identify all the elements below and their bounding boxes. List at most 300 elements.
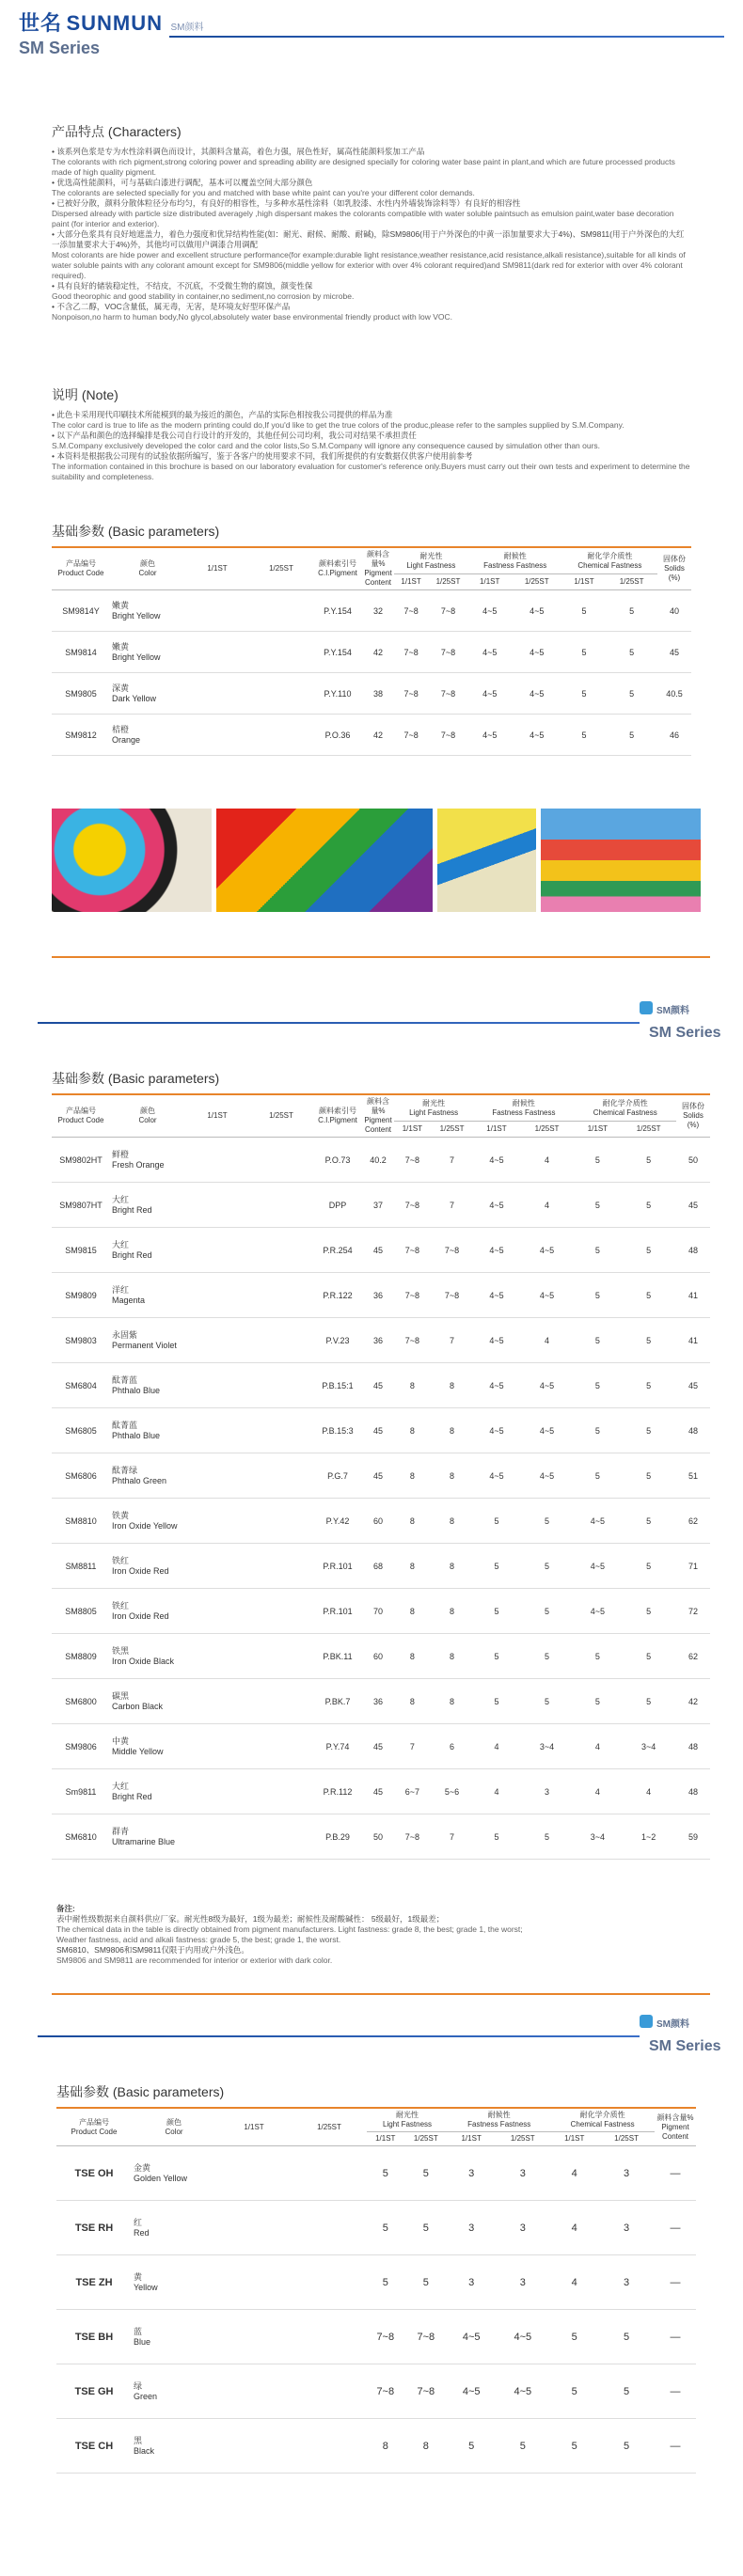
swatch-tint	[292, 2364, 367, 2419]
color-name	[110, 1814, 185, 1860]
color-name-en: Blue	[134, 2336, 151, 2347]
sub-header: 1/1ST	[574, 1122, 621, 1138]
ci-pigment: P.Y.154	[313, 632, 362, 673]
weather-fastness-tint: 4~5	[495, 2310, 550, 2364]
table-row	[52, 1544, 710, 1589]
pigment-content: 45	[362, 1724, 394, 1769]
ci-pigment: P.Y.154	[313, 590, 362, 632]
column-header	[655, 2108, 696, 2146]
column-header	[574, 1094, 676, 1122]
weather-fastness-full: 4~5	[473, 1363, 519, 1408]
swatch-full	[216, 2201, 292, 2255]
chemical-fastness-full: 4	[550, 2201, 598, 2255]
remarks-line-1: 表中耐性级数据来自颜料供应厂家。耐光性8级为最好，1级为最差；耐候性及耐酸碱性： 5级最好，1级最差；	[56, 1914, 445, 1924]
color-name-cn: 绿	[134, 2380, 143, 2391]
light-fastness-full: 8	[394, 1408, 431, 1453]
light-fastness-tint: 7~8	[431, 1273, 474, 1318]
color-name-en: Green	[134, 2391, 158, 2401]
column-header-en: Color	[138, 569, 157, 577]
product-code: TSE ZH	[56, 2255, 132, 2310]
characters-title: 产品特点 (Characters)	[52, 124, 182, 139]
page2-brand-tag: SM颜料	[656, 1006, 689, 1016]
color-name	[110, 1318, 185, 1363]
color-name-en: Yellow	[134, 2282, 158, 2292]
swatch-tint	[249, 715, 313, 756]
parameters-table-2	[52, 1093, 710, 1860]
weather-fastness-tint: 3	[495, 2146, 550, 2201]
color-name	[110, 1273, 185, 1318]
characters-item-en: Good theorophic and good stability in container,no sediment,no corrosion by microbe.	[52, 291, 355, 301]
column-header-cn: 耐光性	[422, 1098, 446, 1107]
column-header-en: Chemical Fastness	[570, 2120, 635, 2128]
color-name	[110, 1589, 185, 1634]
column-header-cn: 颜色	[140, 559, 155, 568]
color-name	[132, 2146, 216, 2201]
weather-fastness-full: 4	[473, 1724, 519, 1769]
column-header-cn: 颜料索引号	[319, 559, 356, 568]
solids: 46	[657, 715, 691, 756]
color-name-en: Carbon Black	[112, 1701, 164, 1711]
note-item-en: The information contained in this brochure is based on our laboratory evaluation for customer's reference only.Buyers must carry out their own tests and experiment to determine the suitability and completeness.	[52, 462, 690, 481]
solids: 48	[676, 1769, 710, 1814]
characters-item-cn: • 已被好分散，颜料分散体粒径分布均匀，有良好的相容性，与多种水基性涂料（如乳胶漆、水性内外墙装饰涂料等）有良好的相容性	[52, 198, 521, 208]
sub-header: 1/1ST	[367, 2132, 404, 2146]
column-header	[52, 1094, 110, 1138]
characters-item-en: The colorants are selected specially for you and matched with base white paint can you're your different color demands.	[52, 188, 475, 197]
table2-title: 基础参数 (Basic parameters)	[52, 1071, 220, 1086]
pigment-content: —	[655, 2419, 696, 2474]
column-header	[394, 547, 468, 574]
chemical-fastness-tint: 3	[598, 2146, 655, 2201]
column-header-en: Pigment Content	[364, 569, 392, 587]
pigment-content: 45	[362, 1363, 394, 1408]
color-name	[132, 2310, 216, 2364]
chemical-fastness-full: 5	[574, 1453, 621, 1499]
characters-item-cn: • 不含乙二醇，VOC含量低，属无毒，无害，是环境友好型环保产品	[52, 302, 291, 311]
weather-fastness-tint: 3	[520, 1769, 575, 1814]
swatch-tint	[249, 1228, 313, 1273]
weather-fastness-tint: 5	[520, 1814, 575, 1860]
column-header	[468, 547, 562, 574]
swatch-full	[185, 1724, 249, 1769]
solids: 48	[676, 1724, 710, 1769]
table3-title: 基础参数 (Basic parameters)	[56, 2084, 225, 2099]
swatch-tint	[292, 2146, 367, 2201]
weather-fastness-full: 5	[473, 1589, 519, 1634]
column-header-cn: 固体份	[663, 555, 686, 563]
weather-fastness-full: 4~5	[468, 632, 512, 673]
column-header-cn: 1/25ST	[317, 2122, 341, 2131]
table-row	[52, 1138, 710, 1183]
swatch-tint	[249, 1544, 313, 1589]
color-name-cn: 大红	[112, 1194, 130, 1204]
swatch-full	[185, 632, 249, 673]
swatch-full	[185, 1814, 249, 1860]
column-header	[676, 1094, 710, 1138]
color-name-cn: 嫩黄	[112, 641, 130, 652]
characters-list	[52, 147, 691, 322]
weather-fastness-full: 4~5	[448, 2364, 495, 2419]
table-row	[52, 1634, 710, 1679]
product-code: SM8805	[52, 1589, 110, 1634]
weather-fastness-tint: 4	[520, 1318, 575, 1363]
sub-header: 1/25ST	[404, 2132, 449, 2146]
chemical-fastness-tint: 5	[621, 1318, 676, 1363]
solids: 48	[676, 1408, 710, 1453]
column-header	[362, 1094, 394, 1138]
swatch-full	[185, 1679, 249, 1724]
sub-header: 1/25ST	[520, 1122, 575, 1138]
pigment-content: 70	[362, 1589, 394, 1634]
color-name	[110, 1724, 185, 1769]
product-code: SM8809	[52, 1634, 110, 1679]
weather-fastness-full: 5	[473, 1814, 519, 1860]
column-header-cn: 产品编号	[79, 2117, 109, 2127]
column-header	[185, 1094, 249, 1138]
swatch-tint	[249, 1499, 313, 1544]
color-name-cn: 酞菁绿	[112, 1465, 138, 1475]
solids: 50	[676, 1138, 710, 1183]
column-header	[448, 2108, 550, 2132]
chemical-fastness-tint: 5	[606, 590, 657, 632]
color-name	[110, 1769, 185, 1814]
swatch-full	[185, 1589, 249, 1634]
column-header-cn: 耐化学介质性	[602, 1098, 648, 1107]
chemical-fastness-tint: 5	[598, 2364, 655, 2419]
light-fastness-tint: 7~8	[428, 632, 468, 673]
weather-fastness-full: 4~5	[473, 1408, 519, 1453]
weather-fastness-tint: 5	[520, 1679, 575, 1724]
chemical-fastness-full: 4	[550, 2146, 598, 2201]
swatch-tint	[292, 2201, 367, 2255]
weather-fastness-full: 5	[473, 1679, 519, 1724]
chemical-fastness-full: 5	[562, 632, 607, 673]
color-name	[110, 590, 185, 632]
column-header	[550, 2108, 655, 2132]
characters-item-cn: • 大部分色浆具有良好地遮盖力，着色力强度和优异结构性能(如：耐光、耐候、耐酸、耐碱)，除SM9806(用于户外深色的中黄一添加量要求大于4%)、SM9811(用于户外深色的大红一添加量要求大于4%)外，其他均可以做用户调漆合用调配	[52, 229, 685, 249]
solids: 40	[657, 590, 691, 632]
table-row	[52, 1769, 710, 1814]
column-header-cn: 产品编号	[66, 1107, 96, 1115]
color-name-cn: 大红	[112, 1781, 130, 1791]
light-fastness-tint: 8	[431, 1634, 474, 1679]
light-fastness-full: 7~8	[394, 1138, 431, 1183]
pigment-content: —	[655, 2146, 696, 2201]
solids: 62	[676, 1634, 710, 1679]
pigment-content: 36	[362, 1273, 394, 1318]
swatch-full	[185, 1273, 249, 1318]
note-item-en: S.M.Company exclusively developed the color card and the color lists,So S.M.Company will ignore any consequence caused by simulation other than ours.	[52, 441, 601, 450]
column-header-en: Solids (%)	[683, 1111, 703, 1129]
chemical-fastness-tint: 5	[621, 1679, 676, 1724]
column-header-cn: 耐候性	[487, 2111, 511, 2119]
characters-item-cn: • 优选高性能颜料，可与基础白漆进行调配，基本可以覆盖空间大部分颜色	[52, 178, 313, 187]
column-header	[110, 1094, 185, 1138]
light-fastness-tint: 5~6	[431, 1769, 474, 1814]
light-fastness-tint: 8	[431, 1544, 474, 1589]
column-header-cn: 耐候性	[512, 1098, 535, 1107]
chemical-fastness-tint: 3~4	[621, 1724, 676, 1769]
column-header-en: Light Fastness	[409, 1107, 459, 1117]
paint-trays-photo	[216, 809, 433, 912]
color-name-en: Bright Red	[112, 1204, 152, 1215]
column-header	[292, 2108, 367, 2146]
color-name-cn: 黄	[134, 2271, 143, 2282]
color-name-cn: 铁红	[112, 1600, 130, 1610]
table-row	[56, 2364, 696, 2419]
column-header-en: Fastness Fastness	[483, 560, 547, 570]
color-name	[132, 2255, 216, 2310]
chemical-fastness-full: 3~4	[574, 1814, 621, 1860]
light-fastness-tint: 7~8	[404, 2310, 449, 2364]
light-fastness-tint: 8	[431, 1679, 474, 1724]
swatch-tint	[249, 1724, 313, 1769]
ci-pigment: P.R.101	[313, 1589, 362, 1634]
column-header-en: C.I.Pigment	[318, 1116, 357, 1124]
paint-roller-photo	[437, 809, 536, 912]
page2-footer-rule	[52, 1993, 710, 1995]
pigment-content: —	[655, 2364, 696, 2419]
color-name-cn: 洋红	[112, 1284, 130, 1295]
ci-pigment: P.BK.7	[313, 1679, 362, 1724]
solids: 45	[676, 1183, 710, 1228]
color-name	[110, 1544, 185, 1589]
column-header-en: Product Code	[71, 2127, 118, 2136]
pigment-content: —	[655, 2255, 696, 2310]
color-name-cn: 金黄	[134, 2162, 151, 2173]
weather-fastness-full: 4~5	[468, 590, 512, 632]
swatch-tint	[249, 1814, 313, 1860]
pigment-content: 32	[362, 590, 394, 632]
product-code: SM9812	[52, 715, 110, 756]
swatch-tint	[292, 2419, 367, 2474]
sub-header: 1/25ST	[495, 2132, 550, 2146]
weather-fastness-full: 4	[473, 1769, 519, 1814]
chemical-fastness-full: 4~5	[574, 1544, 621, 1589]
product-code: SM9809	[52, 1273, 110, 1318]
column-header	[362, 547, 394, 590]
swatch-full	[185, 590, 249, 632]
solids: 42	[676, 1679, 710, 1724]
product-code: SM9814	[52, 632, 110, 673]
weather-fastness-tint: 4~5	[520, 1408, 575, 1453]
column-header-cn: 颜料含量%	[367, 550, 389, 568]
swatch-full	[185, 1634, 249, 1679]
table-row	[52, 673, 691, 715]
chemical-fastness-tint: 5	[621, 1499, 676, 1544]
column-header	[185, 547, 249, 590]
solids: 51	[676, 1453, 710, 1499]
sub-header: 1/25ST	[428, 574, 468, 590]
sub-header: 1/25ST	[598, 2132, 655, 2146]
chemical-fastness-tint: 5	[598, 2419, 655, 2474]
swatch-full	[185, 1499, 249, 1544]
chemical-fastness-tint: 3	[598, 2255, 655, 2310]
light-fastness-tint: 7~8	[428, 673, 468, 715]
color-name-cn: 黑	[134, 2435, 143, 2445]
weather-fastness-tint: 4	[520, 1138, 575, 1183]
light-fastness-tint: 7~8	[428, 715, 468, 756]
weather-fastness-tint: 5	[495, 2419, 550, 2474]
table-row	[52, 1273, 710, 1318]
weather-fastness-tint: 4~5	[520, 1273, 575, 1318]
color-name	[110, 1363, 185, 1408]
weather-fastness-tint: 4~5	[512, 715, 562, 756]
swatch-full	[216, 2310, 292, 2364]
product-code: TSE OH	[56, 2146, 132, 2201]
table1-title: 基础参数 (Basic parameters)	[52, 524, 220, 539]
product-code: SM6800	[52, 1679, 110, 1724]
product-code: SM9802HT	[52, 1138, 110, 1183]
swatch-tint	[249, 1273, 313, 1318]
light-fastness-full: 7~8	[367, 2364, 404, 2419]
pigment-content: 36	[362, 1679, 394, 1724]
column-header-cn: 耐光性	[396, 2111, 419, 2119]
light-fastness-tint: 7~8	[404, 2364, 449, 2419]
light-fastness-full: 8	[394, 1679, 431, 1724]
color-name	[110, 1228, 185, 1273]
column-header-cn: 1/25ST	[269, 564, 293, 573]
pigment-content: 60	[362, 1634, 394, 1679]
column-header-cn: 1/1ST	[207, 564, 228, 573]
table-row	[52, 1589, 710, 1634]
note-item-cn: • 本资料是根据我公司现有的试验依据所编写，鉴于各客户的使用要求不同，我们所提供的有安数据仅供客户使用前参考	[52, 451, 473, 461]
swatch-full	[185, 1769, 249, 1814]
sub-header: 1/25ST	[431, 1122, 474, 1138]
color-name-en: Orange	[112, 734, 141, 745]
light-fastness-tint: 6	[431, 1724, 474, 1769]
column-header-cn: 1/1ST	[207, 1111, 228, 1120]
light-fastness-full: 7~8	[394, 1318, 431, 1363]
light-fastness-tint: 8	[431, 1408, 474, 1453]
column-header-cn: 颜料含量%	[656, 2113, 694, 2122]
swatch-tint	[292, 2310, 367, 2364]
column-header-cn: 耐候性	[503, 551, 527, 560]
ci-pigment: DPP	[313, 1183, 362, 1228]
characters-item-en: Dispersed already with particle size distributed averagely ,high dispersant makes the colorants compatible with water soluble paintsuch as emulsion paint,water base decoration paint (for interior and exterior).	[52, 209, 674, 228]
weather-fastness-full: 4~5	[473, 1453, 519, 1499]
color-name	[110, 1183, 185, 1228]
color-name	[132, 2364, 216, 2419]
swatch-full	[216, 2364, 292, 2419]
light-fastness-full: 8	[394, 1589, 431, 1634]
weather-fastness-tint: 5	[520, 1544, 575, 1589]
product-code: TSE BH	[56, 2310, 132, 2364]
color-name-cn: 酞菁蓝	[112, 1374, 138, 1385]
chemical-fastness-full: 4	[574, 1769, 621, 1814]
color-name-en: Iron Oxide Red	[112, 1565, 169, 1576]
product-code: SM9815	[52, 1228, 110, 1273]
light-fastness-full: 8	[367, 2419, 404, 2474]
characters-item-cn: • 具有良好的储装稳定性，不结皮，不沉底，不受微生物的腐蚀，颜变性保	[52, 281, 313, 291]
page1-footer-rule	[52, 956, 710, 958]
product-code: SM6810	[52, 1814, 110, 1860]
light-fastness-tint: 7	[431, 1814, 474, 1860]
chemical-fastness-full: 5	[550, 2310, 598, 2364]
swatch-full	[185, 1544, 249, 1589]
weather-fastness-tint: 3~4	[520, 1724, 575, 1769]
product-code: SM6804	[52, 1363, 110, 1408]
brand-name-cn: 世名	[19, 11, 63, 35]
swatch-full	[185, 1408, 249, 1453]
column-header-en: C.I.Pigment	[318, 569, 357, 577]
weather-fastness-tint: 4~5	[512, 632, 562, 673]
color-name-cn: 铁黑	[112, 1645, 130, 1656]
characters-item-en: Most colorants are hide power and excellent structure performance(for example:durable light resistance,weather resistance,acid resistance,alkali resistance),suitable for all kinds of water soluble paints with any colorant amount except for SM9806(middle yellow for exterior with over 4% colorant required)and SM9811(dark red for exterior with over 4% colorant required).	[52, 250, 686, 280]
swatch-tint	[249, 1634, 313, 1679]
weather-fastness-full: 4~5	[448, 2310, 495, 2364]
ci-pigment: P.R.101	[313, 1544, 362, 1589]
weather-fastness-full: 4~5	[473, 1228, 519, 1273]
series-label: SM Series	[19, 39, 101, 57]
color-name	[110, 1679, 185, 1724]
color-name-en: Iron Oxide Black	[112, 1656, 175, 1666]
note-item-cn: • 以下产品和颜色的选择编排是我公司自行设计的开发的，其他任何公司均利，我公司对结果不承担责任	[52, 431, 417, 440]
table-row	[52, 632, 691, 673]
swatch-tint	[249, 1408, 313, 1453]
table-row	[56, 2310, 696, 2364]
color-name-cn: 酞菁蓝	[112, 1420, 138, 1430]
color-name-en: Phthalo Blue	[112, 1385, 161, 1395]
column-header-cn: 产品编号	[66, 559, 96, 568]
weather-fastness-full: 4~5	[473, 1318, 519, 1363]
color-name	[110, 1408, 185, 1453]
color-name-cn: 中黄	[112, 1736, 130, 1746]
product-code: SM6805	[52, 1408, 110, 1453]
page3-series-label: SM Series	[649, 2038, 721, 2054]
color-name-cn: 鲜橙	[112, 1149, 130, 1159]
solids: 41	[676, 1273, 710, 1318]
column-header	[562, 547, 657, 574]
color-name-en: Ultramarine Blue	[112, 1836, 176, 1846]
ci-pigment: P.V.23	[313, 1318, 362, 1363]
column-header-cn: 耐光性	[419, 551, 443, 560]
light-fastness-full: 8	[394, 1499, 431, 1544]
light-fastness-tint: 7~8	[428, 590, 468, 632]
light-fastness-full: 7~8	[394, 1228, 431, 1273]
chemical-fastness-tint: 5	[621, 1138, 676, 1183]
table3-section	[0, 2082, 743, 2474]
table-row	[52, 715, 691, 756]
color-name-cn: 大红	[112, 1239, 130, 1249]
chemical-fastness-full: 4	[550, 2255, 598, 2310]
color-name-cn: 铁黄	[112, 1510, 130, 1520]
light-fastness-full: 7~8	[367, 2310, 404, 2364]
color-name	[110, 715, 185, 756]
ci-pigment: P.B.15:1	[313, 1363, 362, 1408]
note-item-en: The color card is true to life as the modern printing could do,If you'd like to get the true colors of the produc,please refer to the samples supplied by S.M.Company.	[52, 420, 624, 430]
light-fastness-full: 8	[394, 1363, 431, 1408]
brand-header	[19, 8, 203, 58]
color-name-cn: 碳黑	[112, 1690, 130, 1701]
product-code: TSE RH	[56, 2201, 132, 2255]
light-fastness-full: 8	[394, 1544, 431, 1589]
note-item-cn: • 此色卡采用现代印刷技术所能模到的最为接近的颜色，产品的实际色相按我公司提供的样品为准	[52, 410, 393, 419]
ci-pigment: P.O.36	[313, 715, 362, 756]
chemical-fastness-tint: 5	[621, 1453, 676, 1499]
color-name-cn: 红	[134, 2217, 143, 2227]
column-header-cn: 耐化学介质性	[587, 551, 633, 560]
light-fastness-tint: 8	[431, 1589, 474, 1634]
light-fastness-full: 7~8	[394, 1273, 431, 1318]
color-name-en: Black	[134, 2445, 155, 2456]
weather-fastness-full: 3	[448, 2146, 495, 2201]
chemical-fastness-tint: 5	[598, 2310, 655, 2364]
table2-section	[0, 1069, 743, 1860]
light-fastness-tint: 8	[404, 2419, 449, 2474]
column-header-en: Fastness Fastness	[467, 2120, 531, 2128]
weather-fastness-full: 5	[448, 2419, 495, 2474]
